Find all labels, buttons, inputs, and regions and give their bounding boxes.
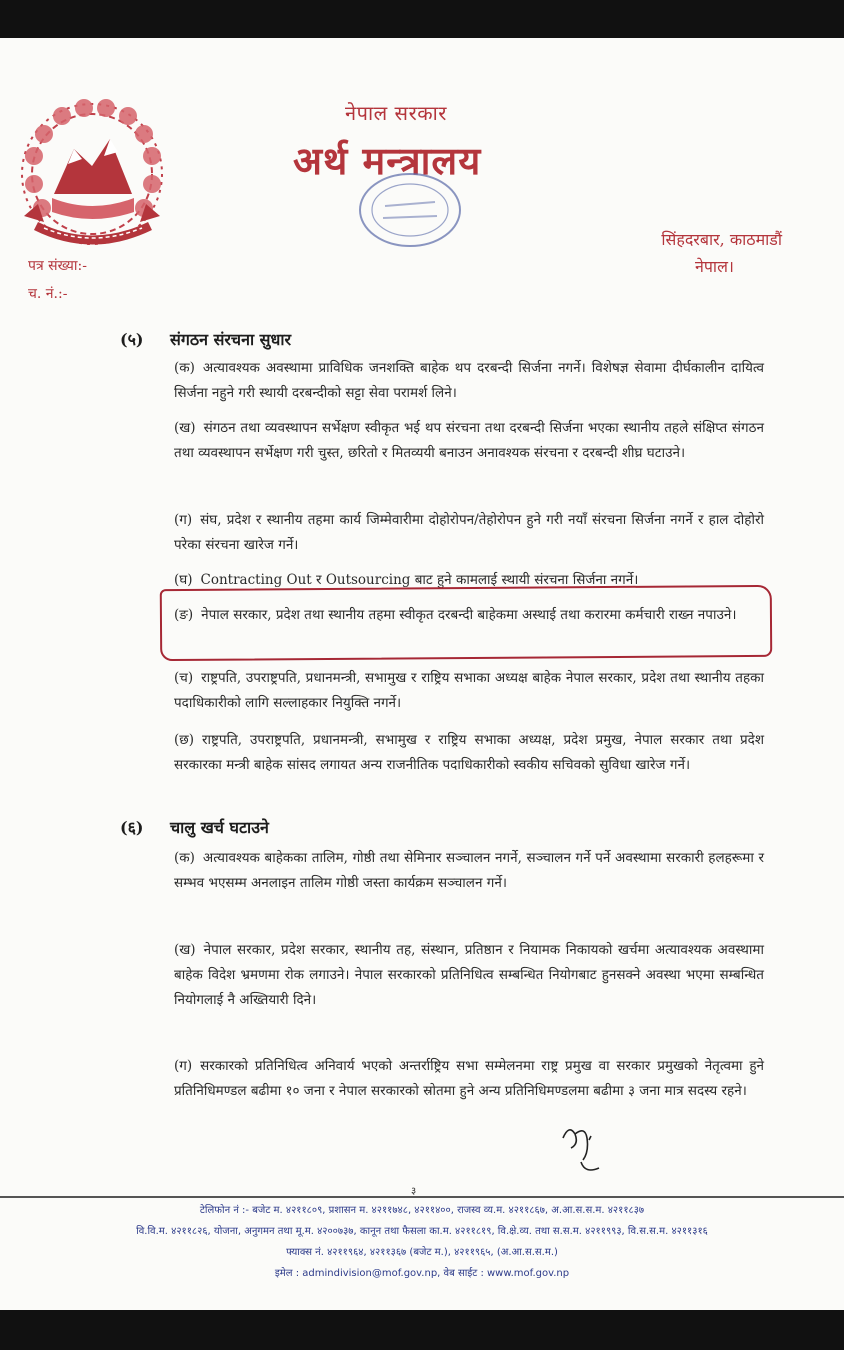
section-number: (६) (120, 818, 144, 837)
footer-phones-1: टेलिफोन नं :- बजेट म. ४२११८०९, प्रशासन म. ४२११७४८, ४२११४००, राजस्व व्य.म. ४२११८६७, अ.आ.स.स.म. ४२११८३७ (199, 1205, 645, 1216)
section-title: संगठन संरचना सुधार (170, 330, 292, 349)
item-mark: (ग) (174, 1058, 193, 1074)
item-mark: (ङ) (174, 607, 194, 623)
item-mark: (घ) (174, 572, 193, 588)
ministry-stamp-icon (355, 168, 465, 252)
section-heading (120, 816, 269, 838)
section-title: चालु खर्च घटाउने (170, 818, 269, 837)
section-number: (५) (120, 330, 144, 349)
footer-phones-2: वि.वि.म. ४२११८२६, योजना, अनुगमन तथा मू.म. ४२००७३७, कानून तथा फैसला का.म. ४२११८१९, वि.क्षे.व्य. तथा स.स.म. ४२११९९३, वि.स.स.म. ४२११३१६ (136, 1226, 708, 1237)
letter-number-label: पत्र संख्या:- (28, 258, 87, 274)
list-item (174, 416, 764, 466)
highlight-circle (160, 585, 772, 661)
list-item (174, 846, 764, 896)
item-mark: (छ) (174, 732, 194, 748)
item-text: राष्ट्रपति, उपराष्ट्रपति, प्रधानमन्त्री, सभामुख र राष्ट्रिय सभाका अध्यक्ष बाहेक नेपाल सरकार, प्रदेश तथा स्थानीय तहका पदाधिकारीको लागि सल्लाहकार नियुक्ति नगर्ने। (174, 670, 764, 711)
signature-icon (555, 1118, 615, 1178)
item-text: Contracting Out र Outsourcing बाट हुने कामलाई स्थायी संरचना सिर्जना नगर्ने। (200, 572, 639, 588)
footer-fax: फ्याक्स नं. ४२११९६४, ४२११३६७ (बजेट म.), ४२११९६५, (अ.आ.स.स.म.) (286, 1247, 558, 1258)
section-heading (120, 328, 291, 350)
list-item (174, 666, 764, 716)
address-line-2: नेपाल। (694, 257, 734, 276)
item-mark: (च) (174, 670, 194, 686)
item-text: नेपाल सरकार, प्रदेश सरकार, स्थानीय तह, संस्थान, प्रतिष्ठान र नियामक निकायको खर्चमा अत्यावश्यक अवस्थामा बाहेक विदेश भ्रमणमा रोक लगाउने। नेपाल सरकारको प्रतिनिधित्व सम्बन्धित नियोगबाट हुनसक्ने अवस्था भएमा सम्बन्धित नियोगलाई नै अख्तियारी दिने। (174, 942, 764, 1008)
item-text: सरकारको प्रतिनिधित्व अनिवार्य भएको अन्तर्राष्ट्रिय सभा सम्मेलनमा राष्ट्र प्रमुख वा सरकार प्रमुखको नेतृत्वमा हुने प्रतिनिधिमण्डल बढीमा १० जना र नेपाल सरकारको स्रोतमा हुने अन्य प्रतिनिधिमण्डलमा बढीमा ३ जना मात्र सदस्य रहने। (174, 1058, 764, 1099)
item-text: नेपाल सरकार, प्रदेश तथा स्थानीय तहमा स्वीकृत दरबन्दी बाहेकमा अस्थाई तथा करारमा कर्मचारी राख्न नपाउने। (201, 607, 737, 623)
list-item (174, 728, 764, 778)
letter-page (0, 38, 844, 1310)
footer-divider (0, 1196, 844, 1198)
item-text: राष्ट्रपति, उपराष्ट्रपति, प्रधानमन्त्री, सभामुख र राष्ट्रिय सभाका अध्यक्ष, प्रदेश प्रमुख, नेपाल सरकार तथा प्रदेश सरकारका मन्त्री बाहेक सांसद लगायत अन्य राजनीतिक पदाधिकारीको स्वकीय सचिवको सुविधा खारेज गर्ने। (174, 732, 764, 773)
item-text: संघ, प्रदेश र स्थानीय तहमा कार्य जिम्मेवारीमा दोहोरोपन/तेहोरोपन हुने गरी नयाँ संरचना सिर्जना नगर्ने र हाल दोहोरो परेका संरचना खारेज गर्ने। (174, 512, 764, 553)
address-line-1: सिंहदरबार, काठमाडौं (661, 230, 782, 249)
bottom-navigation-bar (0, 1310, 844, 1350)
list-item (174, 938, 764, 1013)
top-status-bar (0, 0, 844, 38)
page-number: ३ (411, 1186, 417, 1197)
footer-contact: इमेल : admindivision@mof.gov.np, वेब साईट : www.mof.gov.np (274, 1268, 570, 1279)
nepal-government-emblem-icon (14, 94, 170, 262)
dispatch-number-label: च. नं.:- (28, 286, 68, 302)
list-item (174, 1054, 764, 1104)
item-mark: (क) (174, 850, 195, 866)
item-text: अत्यावश्यक अवस्थामा प्राविधिक जनशक्ति बाहेक थप दरबन्दी सिर्जना नगर्ने। विशेषज्ञ सेवामा दीर्घकालीन दायित्व सिर्जना नहुने गरी स्थायी दरबन्दीको सट्टा सेवा परामर्श लिने। (174, 360, 764, 401)
item-mark: (क) (174, 360, 195, 376)
ministry-name: अर्थ मन्त्रालय (293, 138, 482, 183)
government-name: नेपाल सरकार (345, 101, 447, 125)
item-mark: (ग) (174, 512, 193, 528)
list-item (174, 508, 764, 558)
item-text: अत्यावश्यक बाहेकका तालिम, गोष्ठी तथा सेमिनार सञ्चालन नगर्ने, सञ्चालन गर्ने पर्ने अवस्थामा सरकारी हलहरूमा र सम्भव भएसम्म अनलाइन तालिम गोष्ठी जस्ता कार्यक्रम सञ्चालन गर्ने। (174, 850, 764, 891)
list-item (174, 356, 764, 406)
item-mark: (ख) (174, 942, 196, 958)
item-text: संगठन तथा व्यवस्थापन सर्भेक्षण स्वीकृत भई थप संरचना तथा दरबन्दी सिर्जना भएका स्थानीय तहले संक्षिप्त संगठन तथा व्यवस्थापन सर्भेक्षण गरी चुस्त, छरितो र मितव्ययी बनाउन अनावश्यक संरचना र दरबन्दी शीघ्र घटाउने। (174, 420, 764, 461)
item-mark: (ख) (174, 420, 196, 436)
